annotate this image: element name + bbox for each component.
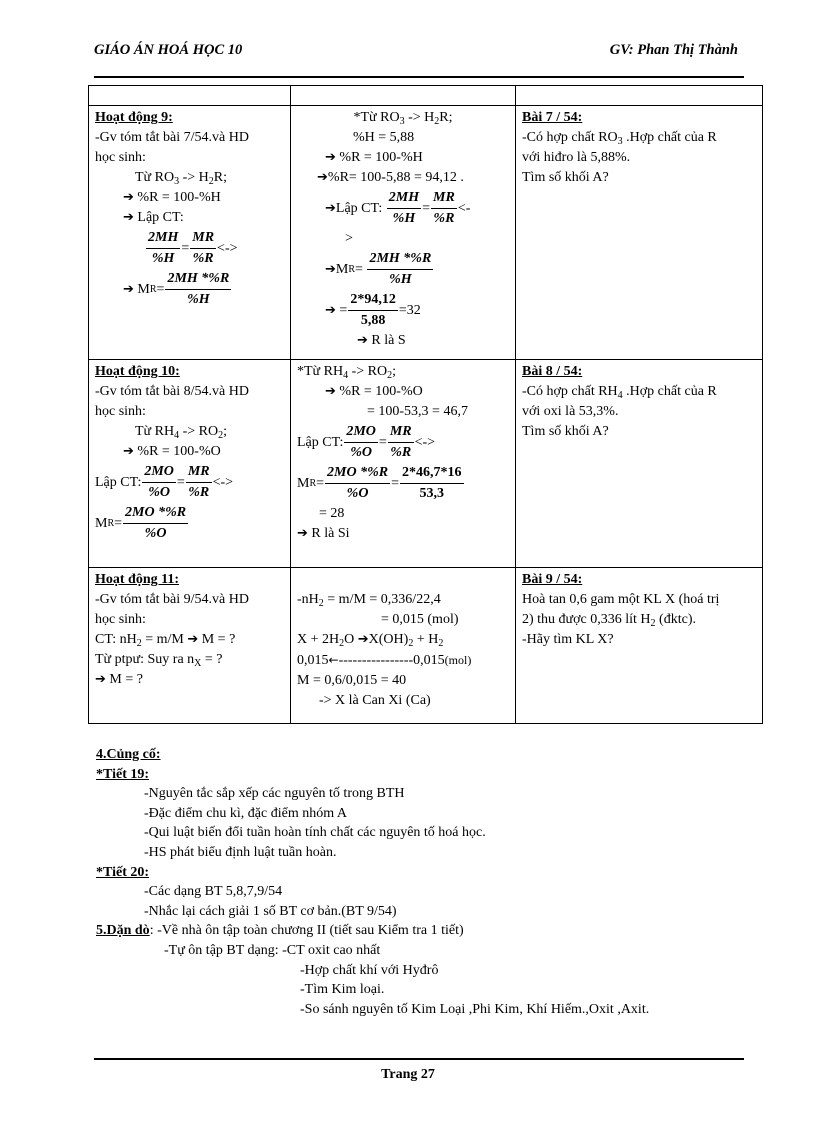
activity-line: học sinh: (95, 150, 146, 165)
problem-line: với hiđro là 5,88%. (522, 150, 631, 165)
solution-line: $-nH_2 = m/M = 0,336/22,4$ (297, 592, 441, 609)
formula-line: Lập CT: $\frac{2MO}{\%O}$ = $\frac{MR}{\%R}$ <-> (95, 462, 284, 503)
arrow-icon: ➔ (123, 210, 134, 225)
activity-line: Từ ptpư: Suy ra $n_X$ = ? (95, 652, 223, 669)
activity-line: CT: $nH_2 = m/M$ ➔ M = ? (95, 632, 236, 649)
fraction: $\frac{2*46,7*16}{53,3}$ (402, 465, 462, 501)
formula-line: ➔ M R = $\frac{2MH *\%R}{\%H}$ (95, 269, 284, 310)
list-item: -Qui luật biến đổi tuần hoàn tính chất các nguyên tố hoá học. (144, 825, 486, 841)
header-rule (94, 76, 744, 78)
fraction: $\frac{2*94,12}{5,88}$ (350, 292, 396, 328)
formula-line: M R = $\frac{2MO *\%R}{\%O}$ (95, 503, 284, 544)
solution-line: = 100-53,3 = 46,7 (367, 404, 468, 419)
problem-cell (516, 106, 763, 360)
fraction: $\frac{MR}{\%R}$ (192, 230, 215, 266)
list-item: -Các dạng BT 5,8,7,9/54 (144, 884, 283, 900)
arrow-icon: ➔ (123, 190, 134, 205)
formula-line: ➔ = $\frac{2*94,12}{5,88}$ =32 (297, 290, 509, 331)
arrow-icon: ➔ (325, 302, 336, 318)
problem-line: -Có hợp chất $RH_4$ .Hợp chất của R (522, 384, 717, 401)
formula-line: Lập CT: $\frac{2MO}{\%O}$ = $\frac{MR}{\%R}$ <-> (297, 422, 509, 463)
problem-line: -Có hợp chất $RO_3$ .Hợp chất của R (522, 130, 717, 147)
problem-line: Tìm số khối A? (522, 170, 609, 185)
table-row (89, 568, 763, 724)
page-number: Trang 27 (381, 1067, 435, 1082)
fraction: $\frac{2MH *\%R}{\%H}$ (369, 251, 432, 287)
summary-section (96, 745, 736, 1019)
fraction: $\frac{2MO *\%R}{\%O}$ (327, 465, 389, 501)
solution-line: > (345, 231, 353, 246)
problem-line: -Hãy tìm KL X? (522, 632, 614, 647)
activity-line: -Gv tóm tắt bài 8/54.và HD (95, 384, 249, 399)
teacher-activity-cell (89, 568, 291, 724)
list-item: -Tìm Kim loại. (300, 982, 385, 998)
table-header-row (89, 86, 763, 106)
activity-title: Hoạt động 10: (95, 364, 180, 379)
solution-line: -> X là Can Xi (Ca) (319, 693, 431, 708)
activity-line: -Gv tóm tắt bài 9/54.và HD (95, 592, 249, 607)
formula-line: M R = $\frac{2MO *\%R}{\%O}$ = $\frac{2*46,7*16}{53,3}$ (297, 463, 509, 504)
list-item: -Tự ôn tập BT dạng: -CT oxit cao nhất (164, 942, 381, 958)
section-subheading: *Tiết 20: (96, 864, 150, 880)
problem-title: Bài 9 / 54: (522, 572, 583, 587)
arrow-icon: ➔ (325, 261, 336, 277)
arrow-icon: ➔ (325, 200, 336, 216)
activity-title: Hoạt động 11: (95, 572, 180, 587)
arrow-icon: ➔ (325, 384, 336, 399)
list-item: -Nguyên tắc sắp xếp các nguyên tố trong BTH (144, 786, 405, 802)
problem-line: với oxi là 53,3%. (522, 404, 619, 419)
solution-line: *Từ $RH_4 -> RO_2$; (297, 364, 396, 381)
lesson-table (88, 85, 763, 724)
solution-line: %H = 5,88 (353, 130, 415, 145)
list-item: -So sánh nguyên tố Kim Loại ,Phi Kim, Khí Hiếm.,Oxit ,Axit. (300, 1001, 650, 1017)
teacher-activity-cell (89, 106, 291, 360)
arrow-icon: ➔ (123, 444, 134, 459)
table-row (89, 360, 763, 568)
solution-line: *Từ $RO_3 -> H_2R$; (353, 110, 453, 127)
teacher-activity-cell (89, 360, 291, 568)
activity-line: học sinh: (95, 612, 146, 627)
fraction: $\frac{2MH *\%R}{\%H}$ (167, 271, 230, 307)
list-item: -Đặc điểm chu kì, đặc điểm nhóm A (144, 805, 347, 821)
problem-line: Tìm số khối A? (522, 424, 609, 439)
solution-line: = 28 (319, 506, 345, 521)
solution-cell (291, 568, 516, 724)
footer-rule (94, 1058, 744, 1060)
activity-line: Từ $RH_4 -> RO_2$; (135, 424, 227, 441)
list-item: -Nhắc lại cách giải 1 số BT cơ bản.(BT 9/54) (144, 903, 397, 919)
fraction: $\frac{MR}{\%R}$ (433, 190, 455, 226)
formula-line: ➔ M R = $\frac{2MH *\%R}{\%H}$ (297, 249, 509, 290)
activity-line: ➔ M = ? (95, 672, 143, 687)
section-heading: 4.Củng cố: (96, 747, 161, 762)
arrow-icon: ➔ (123, 281, 134, 297)
solution-cell (291, 360, 516, 568)
solution-line: ➔ R là S (357, 333, 406, 348)
header-teacher-name: GV: Phan Thị Thành (609, 42, 738, 58)
solution-line: $X + 2H_2O$ $➔X(OH)_2 + H_2$ (297, 632, 444, 649)
list-item: -HS phát biểu định luật tuần hoàn. (144, 844, 337, 860)
table-row (89, 106, 763, 360)
problem-title: Bài 7 / 54: (522, 110, 583, 125)
solution-line: ➔ %R = 100-%H (325, 150, 423, 165)
header-course-title: GIÁO ÁN HOÁ HỌC 10 (94, 42, 243, 58)
fraction: $\frac{2MO *\%R}{\%O}$ (125, 505, 187, 541)
fraction: $\frac{MR}{\%R}$ (187, 464, 210, 500)
activity-line: Từ $RO_3 -> H_2R$; (135, 170, 227, 187)
problem-cell (516, 360, 763, 568)
solution-cell (291, 106, 516, 360)
homework-line: 5.Dặn dò: -Về nhà ôn tập toàn chương II (tiết sau Kiểm tra 1 tiết) (96, 923, 464, 939)
arrow-icon: ➔ (357, 632, 369, 647)
solution-line: M = 0,6/0,015 = 40 (297, 673, 407, 688)
solution-line: ➔ %R = 100-%O (325, 384, 423, 399)
solution-line: = 0,015 (mol) (381, 612, 459, 627)
solution-line: ➔%R= 100-5,88 = 94,12 . (317, 170, 464, 185)
formula-line: $\frac{2MH}{\%H}$ = $\frac{MR}{\%R}$ <-> (95, 228, 284, 269)
formula-line: ➔ Lập CT: $\frac{2MH}{\%H}$ = $\frac{MR}{\%R}$ <- (297, 188, 509, 229)
arrow-icon: ➔ (297, 526, 308, 541)
problem-cell (516, 568, 763, 724)
fraction: $\frac{2MH}{\%H}$ (388, 190, 420, 226)
activity-line: ➔ %R = 100-%H (123, 190, 221, 205)
arrow-icon: ➔ (325, 150, 336, 165)
arrow-icon: ➔ (357, 333, 368, 348)
solution-line: ➔ R là Si (297, 526, 350, 541)
activity-line: học sinh: (95, 404, 146, 419)
arrow-icon: ➔ (317, 170, 328, 185)
activity-line: ➔ Lập CT: (123, 210, 184, 225)
fraction: $\frac{2MO}{\%O}$ (346, 424, 376, 460)
arrow-icon: ➔ (187, 632, 199, 647)
activity-title: Hoạt động 9: (95, 110, 173, 125)
fraction: $\frac{2MH}{\%H}$ (148, 230, 179, 266)
activity-line: -Gv tóm tắt bài 7/54.và HD (95, 130, 249, 145)
section-subheading: *Tiết 19: (96, 766, 150, 782)
section-heading: 5.Dặn dò (96, 923, 150, 939)
arrow-icon: ➔ (95, 672, 106, 687)
problem-title: Bài 8 / 54: (522, 364, 583, 379)
activity-line: ➔ %R = 100-%O (123, 444, 221, 459)
problem-line: Hoà tan 0,6 gam một KL X (hoá trị (522, 592, 720, 607)
problem-line: 2) thu được 0,336 lít $H_2$ (đktc). (522, 612, 696, 629)
fraction: $\frac{2MO}{\%O}$ (144, 464, 174, 500)
solution-line: 0,015←----------------0,015(mol) (297, 653, 472, 668)
fraction: $\frac{MR}{\%R}$ (389, 424, 412, 460)
page-header (94, 42, 744, 62)
list-item: -Hợp chất khí với Hyđrô (300, 962, 439, 978)
